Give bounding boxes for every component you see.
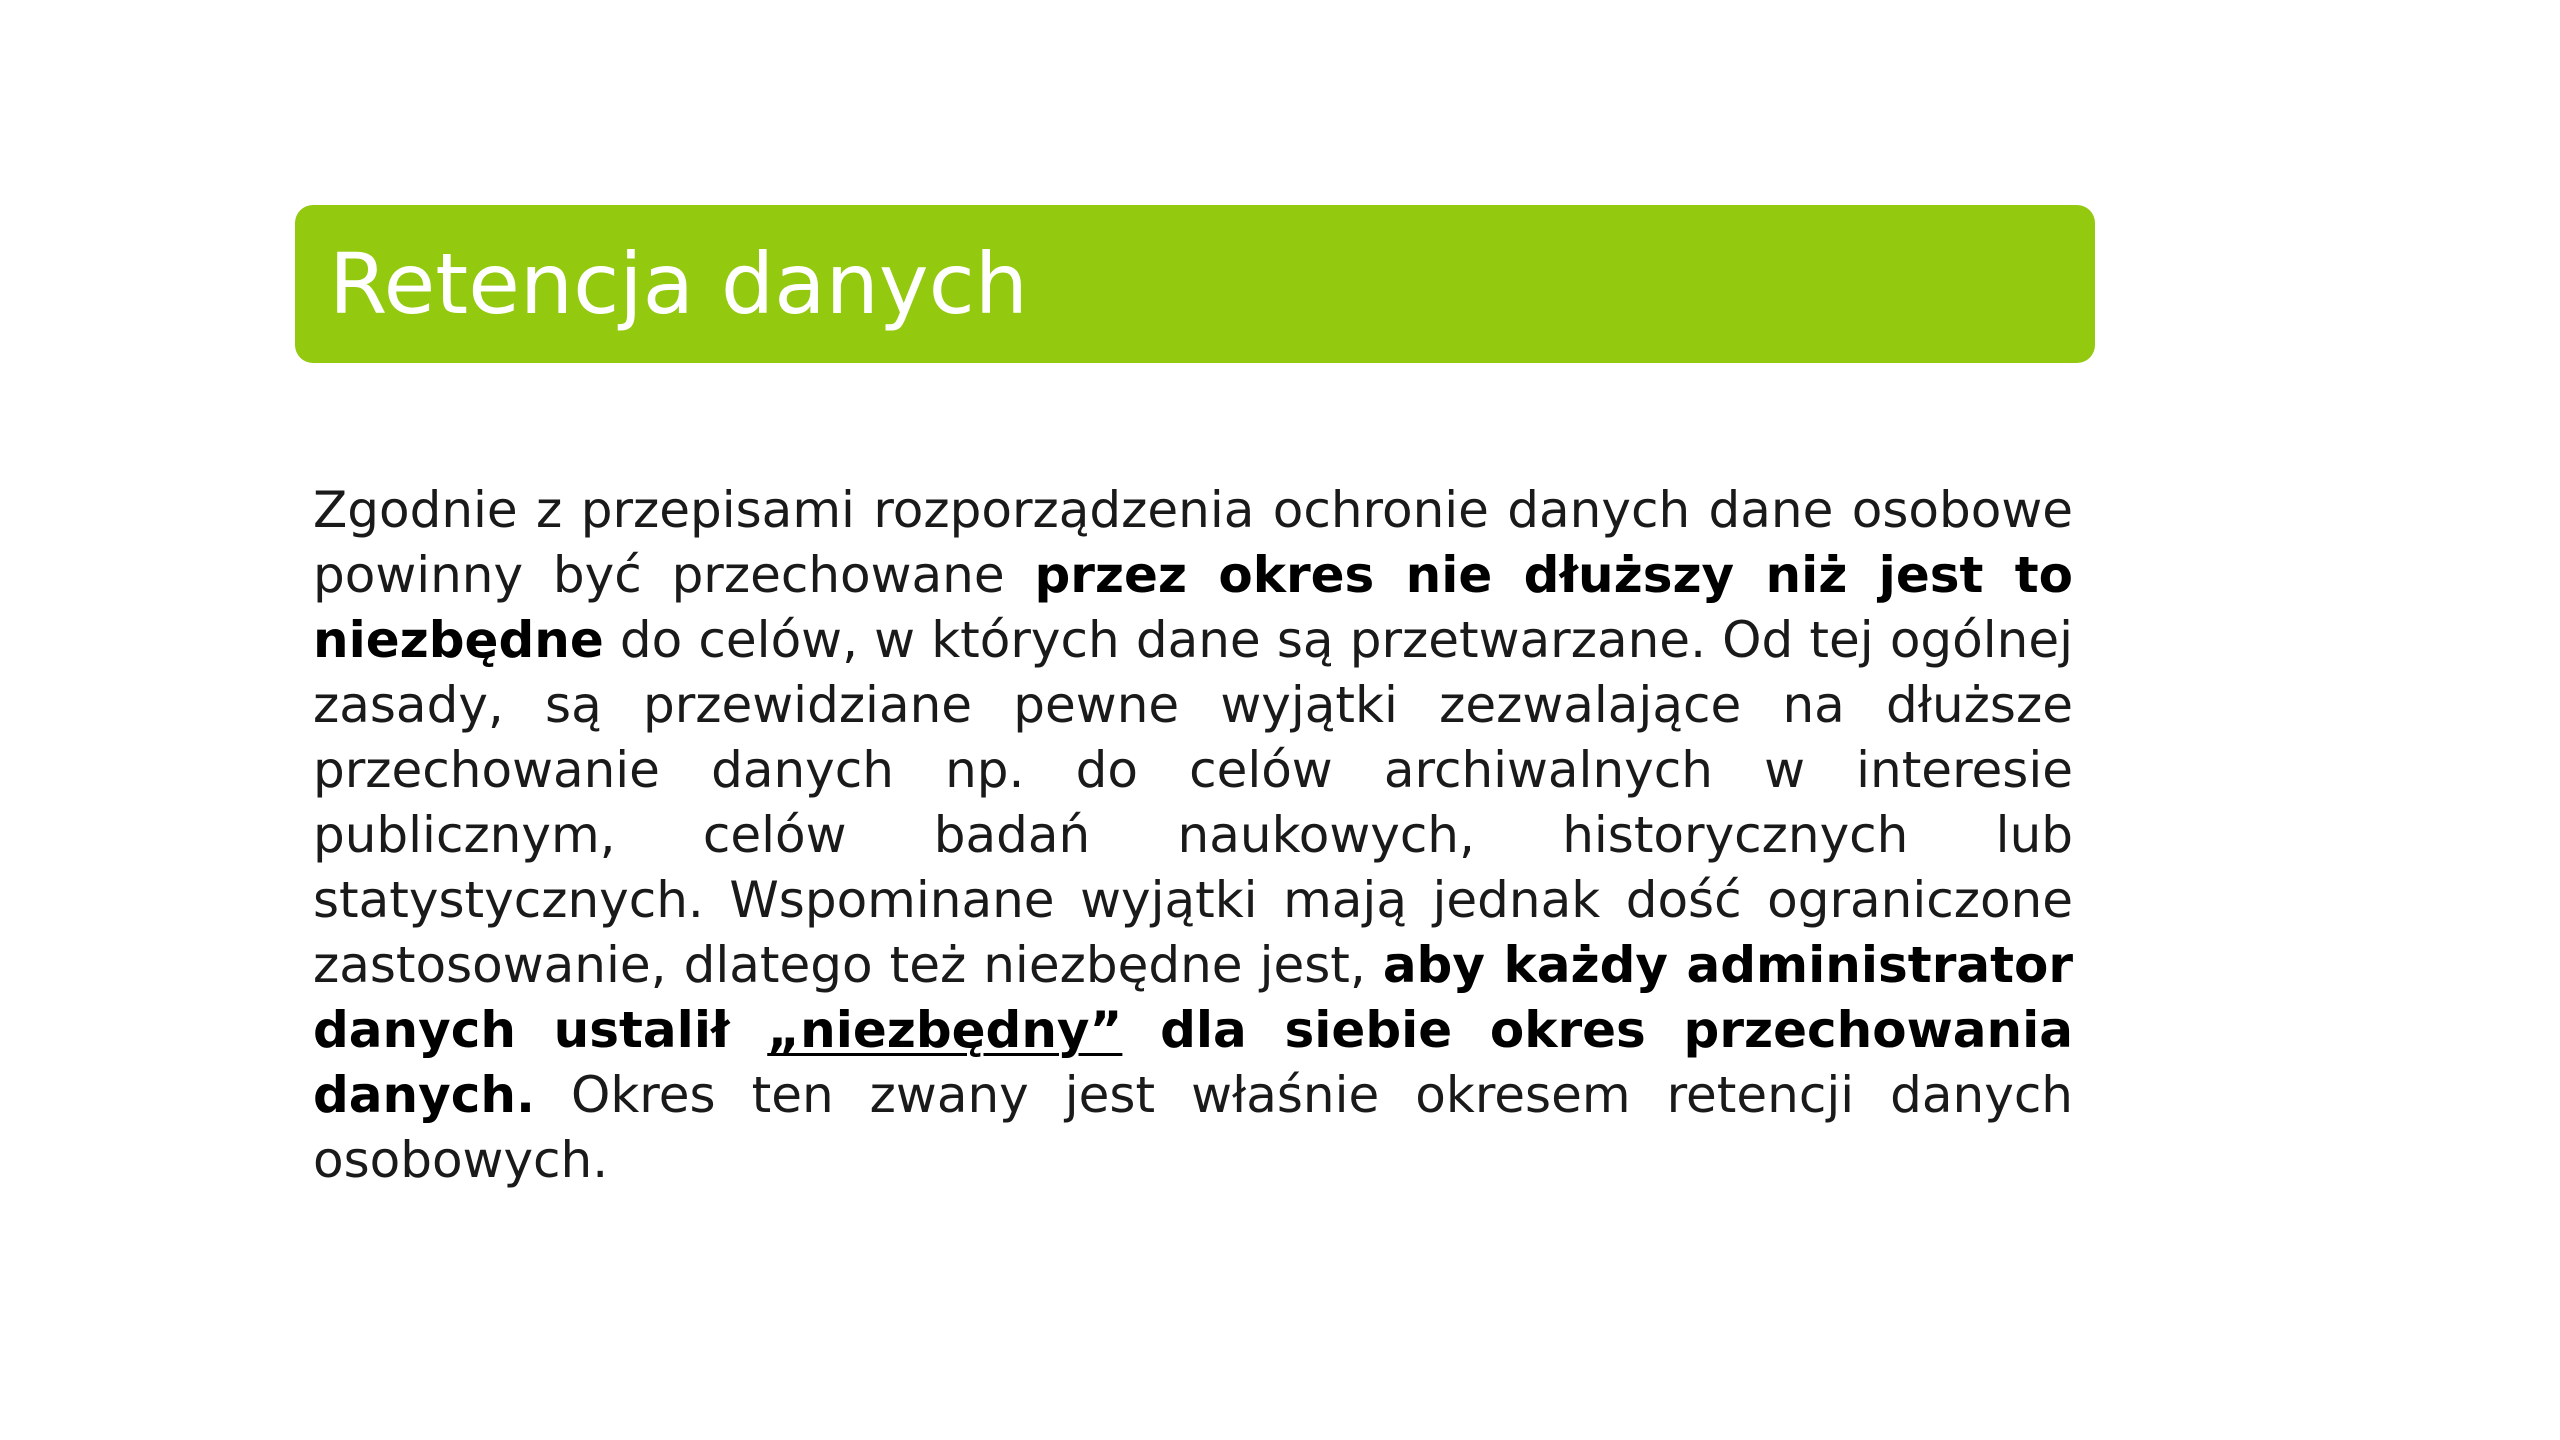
paragraph-bold-underlined: „niezbędny” (767, 1001, 1123, 1059)
paragraph-bold-1: przez okres nie dłuższy niż jest to niezbędne (313, 546, 2073, 669)
slide-title: Retencja danych (329, 235, 1028, 333)
body-paragraph (313, 478, 2073, 1193)
paragraph-bold-2: aby każdy administrator danych ustalił (313, 936, 2074, 1059)
paragraph-bold-3: dla siebie okres przechowania danych. (313, 1001, 2073, 1124)
paragraph-text-1: Zgodnie z przepisami rozporządzenia ochronie danych dane osobowe powinny być przechowane (313, 481, 2073, 604)
title-banner (295, 205, 2095, 363)
paragraph-text-2: do celów, w których dane są przetwarzane. Od tej ogólnej zasady, są przewidziane pewne wyjątki zezwalające na dłuższe przechowanie danych np. do celów archiwalnych w interesie publicznym, celów badań naukowych, historycznych lub statystycznych. Wspominane wyjątki mają jednak dość ograniczone zastosowanie, dlatego też niezbędne jest, (313, 611, 2073, 994)
paragraph-text-3: Okres ten zwany jest właśnie okresem retencji danych osobowych. (313, 1066, 2073, 1189)
